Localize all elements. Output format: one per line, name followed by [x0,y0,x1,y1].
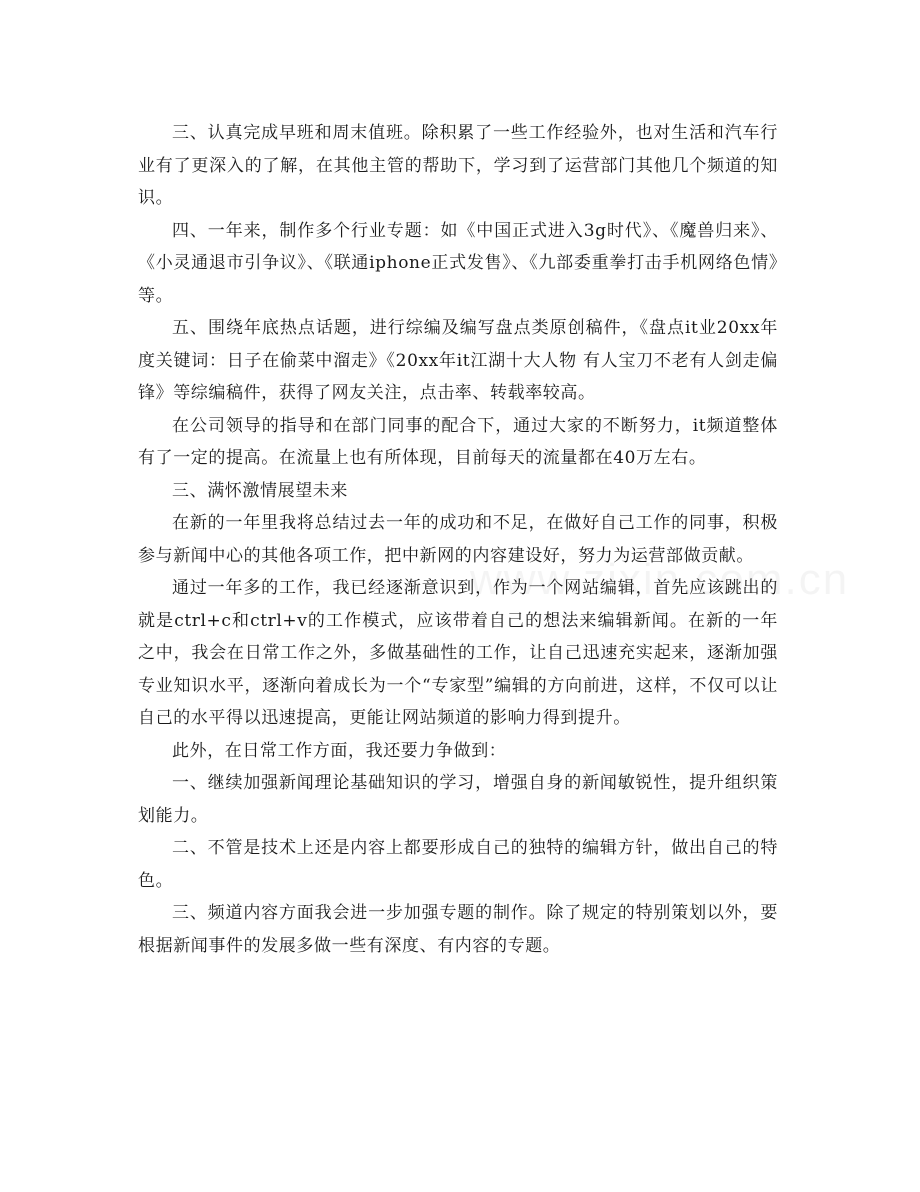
paragraph-3: 五、围绕年底热点话题，进行综编及编写盘点类原创稿件，《盘点it业20xx年度关键词：日子在偷菜中溜走》《20xx年it江湖十大人物 有人宝刀不老有人剑走偏锋》等综编稿件，获得了网友关注，点击率、转载率较高。 [138,318,778,403]
document-body [138,117,778,962]
paragraph-7: 通过一年多的工作，我已经逐渐意识到，作为一个网站编辑，首先应该跳出的就是ctrl+c和ctrl+v的工作模式，应该带着自己的想法来编辑新闻。在新的一年之中，我会在日常工作之外，多做基础性的工作，让自己迅速充实起来，逐渐加强专业知识水平，逐渐向着成长为一个“专家型”编辑的方向前进，这样，不仅可以让自己的水平得以迅速提高，更能让网站频道的影响力得到提升。 [138,578,778,728]
paragraph-8: 此外，在日常工作方面，我还要力争做到： [172,740,507,761]
paragraph-9: 一、继续加强新闻理论基础知识的学习，增强自身的新闻敏锐性，提升组织策划能力。 [138,773,778,826]
paragraph-1: 三、认真完成早班和周末值班。除积累了一些工作经验外，也对生活和汽车行业有了更深入的了解，在其他主管的帮助下，学习到了运营部门其他几个频道的知识。 [138,123,778,208]
paragraph-2: 四、一年来，制作多个行业专题：如《中国正式进入3g时代》、《魔兽归来》、《小灵通退市引争议》、《联通iphone正式发售》、《九部委重拳打击手机网络色情》等。 [138,220,778,306]
paragraph-6: 在新的一年里我将总结过去一年的成功和不足，在做好自己工作的同事，积极参与新闻中心的其他各项工作，把中新网的内容建设好，努力为运营部做贡献。 [138,513,778,566]
paragraph-10: 二、不管是技术上还是内容上都要形成自己的独特的编辑方针，做出自己的特色。 [138,838,778,891]
paragraph-11: 三、频道内容方面我会进一步加强专题的制作。除了规定的特别策划以外，要根据新闻事件的发展多做一些有深度、有内容的专题。 [138,903,778,956]
section-heading: 三、满怀激情展望未来 [172,480,348,501]
paragraph-4: 在公司领导的指导和在部门同事的配合下，通过大家的不断努力，it频道整体有了一定的提高。在流量上也有所体现，目前每天的流量都在40万左右。 [138,415,778,468]
